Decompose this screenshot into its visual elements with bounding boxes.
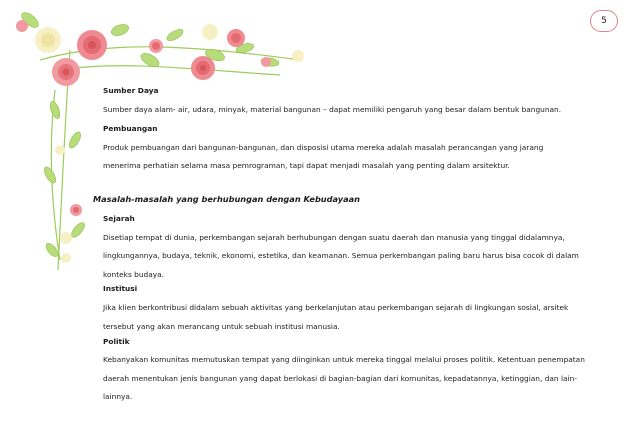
paragraph-line: konteks budaya. — [103, 270, 164, 279]
paragraph-line: daerah menentukan jenis bangunan yang dapat berlokasi di bagian-bagian dari komunitas, kepadatannya, ketinggian, dan lain- — [103, 374, 577, 383]
paragraph-line: Kebanyakan komunitas memutuskan tempat yang diinginkan untuk mereka tinggal melalui proses politik. Ketentuan penempatan — [103, 355, 585, 364]
heading-pembuangan: Pembuangan — [103, 124, 158, 133]
heading-sejarah: Sejarah — [103, 214, 135, 223]
heading-politik: Politik — [103, 337, 130, 346]
paragraph-line: tersebut yang akan merancang untuk sebuah institusi manusia. — [103, 322, 340, 331]
paragraph-line: Jika klien berkontribusi didalam sebuah aktivitas yang berkelanjutan atau perkembangan sejarah di lingkungan sosial, arsitek — [103, 303, 569, 312]
paragraph-line: Sumber daya alam- air, udara, minyak, material bangunan – dapat memiliki pengaruh yang besar dalam bentuk bangunan. — [103, 105, 562, 114]
paragraph-line: menerima perhatian selama masa pemrograman, tapi dapat menjadi masalah yang penting dalam arsitektur. — [103, 161, 510, 170]
paragraph-line: lingkungannya, budaya, teknik, ekonomi, estetika, dan keamanan. Semua perkembangan paling baru harus bisa cocok di dalam — [103, 251, 579, 260]
heading-institusi: Institusi — [103, 284, 138, 293]
paragraph-line: Produk pembuangan dari bangunan-bangunan, dan disposisi utama mereka adalah masalah perancangan yang jarang — [103, 143, 544, 152]
section-title-kebudayaan: Masalah-masalah yang berhubungan dengan Kebudayaan — [93, 194, 360, 204]
heading-sumber-daya: Sumber Daya — [103, 86, 159, 95]
paragraph-line: lainnya. — [103, 392, 133, 401]
page-number-badge: 5 — [590, 10, 618, 32]
paragraph-line: Disetiap tempat di dunia, perkembangan sejarah berhubungan dengan suatu daerah dan manusia yang tinggal didalamnya, — [103, 233, 565, 242]
